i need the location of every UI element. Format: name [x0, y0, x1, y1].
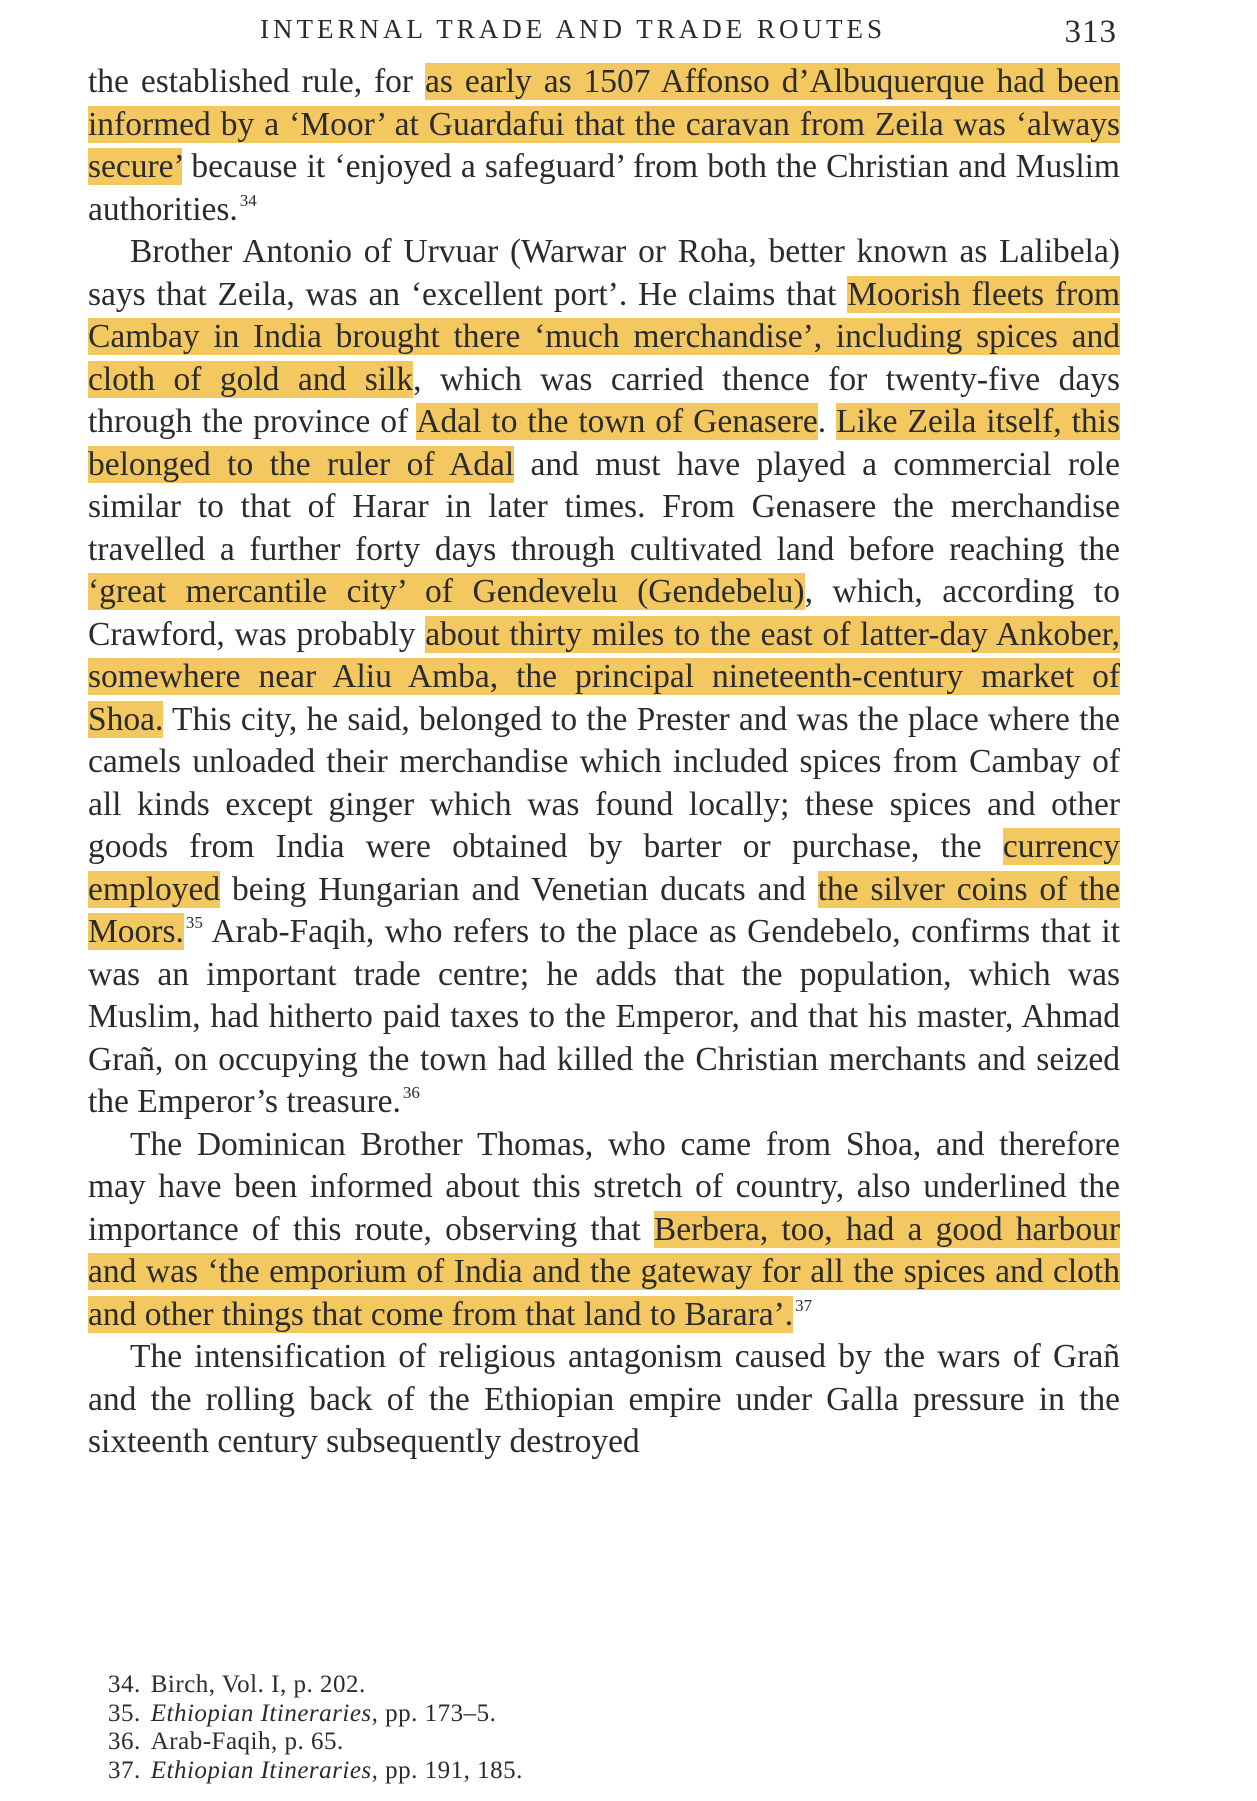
highlighted-passage: currency employed — [88, 828, 1120, 908]
footnote-reference: 36 — [402, 1083, 420, 1102]
highlighted-passage: Moorish fleets from Cambay in India brought there ‘much merchandise’, including spices and cloth of gold and silk — [88, 275, 1121, 398]
footnote-reference: 37 — [795, 1295, 813, 1315]
footnote-35 — [108, 1700, 1008, 1729]
paragraph-4 — [88, 1336, 1120, 1464]
text-run: because it ‘enjoyed a safeguard’ from both the Christian and Muslim authorities. — [88, 148, 1120, 228]
highlighted-passage: Berbera, too, had a good harbour and was ‘the emporium of India and the gateway for all the spices and cloth and other things that come from that land to Barara’. — [88, 1210, 1120, 1333]
footnote-reference: 34 — [239, 190, 257, 210]
footnote-text: Arab-Faqih, p. 65. — [150, 1728, 344, 1755]
text-run: The intensification of religious antagonism caused by the wars of Grañ and the rolling back of the Ethiopian empire under Galla pressure in the sixteenth century subsequently destroyed — [88, 1338, 1120, 1460]
highlighted-passage: ‘great mercantile city’ of Gendevelu (Gendebelu) — [88, 573, 805, 610]
footnote-text: pp. 191, 185. — [378, 1756, 523, 1784]
highlighted-passage: Adal to the town of Genasere — [416, 403, 818, 440]
text-run: and must have played a commercial role similar to that of Harar in later times. From Genasere the merchandise travelled a further forty days through cultivated land before reaching the — [88, 445, 1120, 568]
footnote-number: 34. — [108, 1671, 141, 1698]
text-run: The Dominican Brother Thomas, who came from Shoa, and therefore may have been informed about this stretch of country, also underlined the importance of this route, observing that — [88, 1125, 1120, 1248]
footnote-36 — [108, 1728, 1008, 1757]
footnote-text: pp. 173–5. — [378, 1699, 497, 1727]
highlighted-passage: Like Zeila itself, this belonged to the ruler of Adal — [88, 403, 1121, 483]
footnote-text: Birch, Vol. I, p. 202. — [150, 1671, 366, 1698]
body-text — [88, 61, 1120, 1464]
paragraph-1 — [88, 61, 1120, 231]
footnote-number: 35. — [108, 1699, 141, 1727]
text-run: , which was carried thence for twenty-five days through the province of — [88, 360, 1120, 440]
footnote-number: 37. — [108, 1756, 141, 1784]
running-title: INTERNAL TRADE AND TRADE ROUTES — [260, 14, 886, 44]
footnote-reference: 35 — [185, 913, 203, 932]
footnotes — [108, 1671, 1008, 1785]
page-number: 313 — [1064, 14, 1117, 50]
text-run: being Hungarian and Venetian ducats and — [220, 870, 818, 908]
text-run: Brother Antonio of Urvuar (Warwar or Roha, better known as Lalibela) says that Zeila, was an ‘excellent port’. He claims that — [88, 233, 1120, 313]
highlighted-passage: about thirty miles to the east of latter-day Ankober, somewhere near Aliu Amba, the principal nineteenth-century market of Shoa. — [88, 615, 1120, 738]
highlighted-passage: the silver coins of the Moors. — [88, 870, 1120, 950]
text-run: , which, according to Crawford, was probably — [88, 573, 1120, 653]
highlighted-passage: as early as 1507 Affonso d’Albuquerque had been informed by a ‘Moor’ at Guardafui that the caravan from Zeila was ‘always secure’ — [88, 63, 1120, 185]
footnote-source-title: Ethiopian Itineraries, — [150, 1756, 379, 1784]
text-run: the established rule, for — [88, 63, 425, 100]
text-run: . — [817, 403, 837, 440]
paragraph-2 — [88, 231, 1120, 1124]
footnote-source-title: Ethiopian Itineraries, — [150, 1699, 379, 1727]
paragraph-3 — [88, 1124, 1120, 1337]
footnote-number: 36. — [108, 1728, 141, 1755]
text-run: Arab-Faqih, who refers to the place as Gendebelo, confirms that it was an important trade centre; he adds that the population, which was Muslim, had hitherto paid taxes to the Emperor, and that his master, Ahmad Grañ, on occupying the town had killed the Christian merchants and seized the Emperor’s treasure. — [88, 913, 1120, 1120]
footnote-34 — [108, 1671, 1008, 1700]
text-run: This city, he said, belonged to the Prester and was the place where the camels unloaded their merchandise which included spices from Cambay of all kinds except ginger which was found locally; these spices and other goods from India were obtained by barter or purchase, the — [88, 700, 1120, 865]
footnote-37 — [108, 1757, 1008, 1786]
